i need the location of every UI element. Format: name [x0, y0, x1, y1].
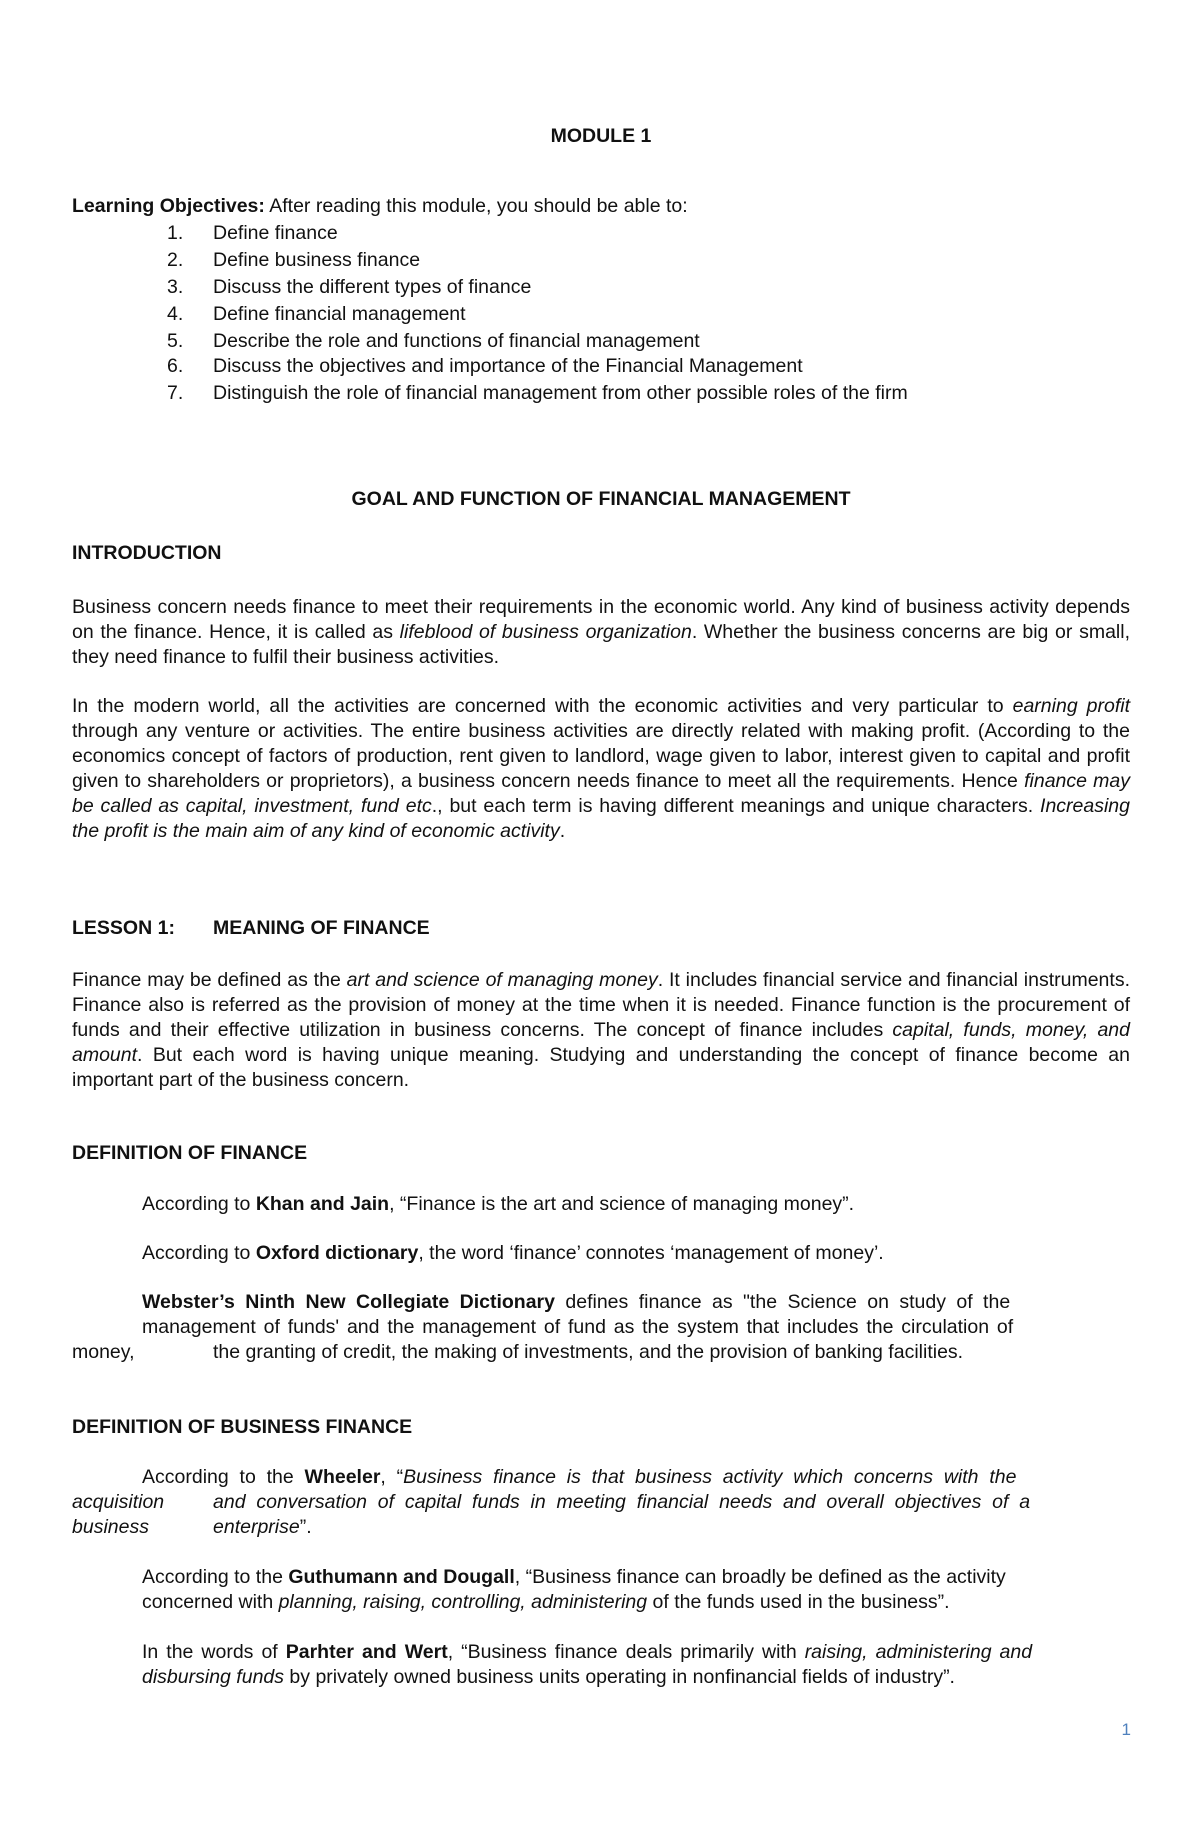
section-title: GOAL AND FUNCTION OF FINANCIAL MANAGEMENT — [351, 488, 851, 510]
introduction-paragraph-1: Business concern needs finance to meet their requirements in the economic world. Any kind of business activity depends on the finance. Hence, it is called as lifeblood of business organization. Whether the business concerns are big or small, they need finance to fulfil their business activities. — [72, 596, 1130, 668]
business-finance-wheeler-line-3: business enterprise”. — [72, 1516, 312, 1538]
business-finance-guthumann-line-1: According to the Guthumann and Dougall, “Business finance can broadly be defined as the activity — [142, 1566, 1006, 1588]
objectives-intro — [72, 194, 1130, 219]
objective-item: 2. Define business finance — [167, 249, 421, 271]
finance-definition-oxford: According to Oxford dictionary, the word ‘finance’ connotes ‘management of money’. — [142, 1242, 884, 1264]
lesson-1-paragraph: Finance may be defined as the art and science of managing money. It includes financial service and financial instruments. Finance also is referred as the provision of money at the time when it is needed. Finance function is the procurement of funds and their effective utilization in business concerns. The concept of finance includes capital, funds, money, and amount. But each word is having unique meaning. Studying and understanding the concept of finance become an important part of the business concern. — [72, 969, 1130, 1091]
business-finance-guthumann-line-2: concerned with planning, raising, controlling, administering of the funds used in the business”. — [142, 1591, 950, 1613]
objective-item: 4. Define financial management — [167, 303, 466, 325]
definition-of-business-finance-heading: DEFINITION OF BUSINESS FINANCE — [72, 1416, 413, 1438]
objective-item: 6. Discuss the objectives and importance of the Financial Management — [167, 355, 803, 377]
objective-item: 5. Describe the role and functions of financial management — [167, 330, 700, 352]
introduction-paragraph-2: In the modern world, all the activities are concerned with the economic activities and very particular to earning profit through any venture or activities. The entire business activities are directly related with making profit. (According to the economics concept of factors of production, rent given to landlord, wage given to labor, interest given to capital and profit given to shareholders or proprietors), a business concern needs finance to meet all the requirements. Hence finance may be called as capital, investment, fund etc., but each term is having different meanings and unique characters. Increasing the profit is the main aim of any kind of economic activity. — [72, 695, 1131, 842]
lesson-1-title: MEANING OF FINANCE — [213, 917, 430, 939]
page-number: 1 — [1121, 1720, 1131, 1739]
introduction-heading: INTRODUCTION — [72, 542, 222, 564]
objective-item: 3. Discuss the different types of finance — [167, 276, 532, 298]
objective-item: 1. Define finance — [167, 222, 338, 244]
finance-definition-webster-line-2: management of funds' and the management of fund as the system that includes the circulation of — [142, 1316, 1014, 1338]
module-title: MODULE 1 — [550, 125, 652, 147]
definition-of-finance-heading: DEFINITION OF FINANCE — [72, 1142, 308, 1164]
objective-item: 7. Distinguish the role of financial management from other possible roles of the firm — [167, 382, 908, 404]
finance-definition-khan-jain: According to Khan and Jain, “Finance is the art and science of managing money”. — [142, 1193, 855, 1215]
business-finance-wheeler-line-2: acquisition and conversation of capital funds in meeting financial needs and overall objectives of a — [72, 1491, 1031, 1513]
objectives-intro-text: After reading this module, you should be able to: — [264, 195, 688, 217]
finance-definition-webster-line-3: money, the granting of credit, the making of investments, and the provision of banking facilities. — [72, 1341, 964, 1363]
business-finance-parhter-line-2: disbursing funds by privately owned business units operating in nonfinancial fields of industry”. — [142, 1666, 955, 1688]
business-finance-parhter-line-1: In the words of Parhter and Wert, “Business finance deals primarily with raising, administering and — [142, 1641, 1033, 1663]
finance-definition-webster-line-1: Webster’s Ninth New Collegiate Dictionary defines finance as "the Science on study of the — [142, 1291, 1011, 1313]
objectives-label: Learning Objectives: — [72, 195, 265, 217]
business-finance-wheeler-line-1: According to the Wheeler, “Business finance is that business activity which concerns with the — [142, 1466, 1017, 1488]
lesson-1-label: LESSON 1: — [72, 917, 175, 939]
